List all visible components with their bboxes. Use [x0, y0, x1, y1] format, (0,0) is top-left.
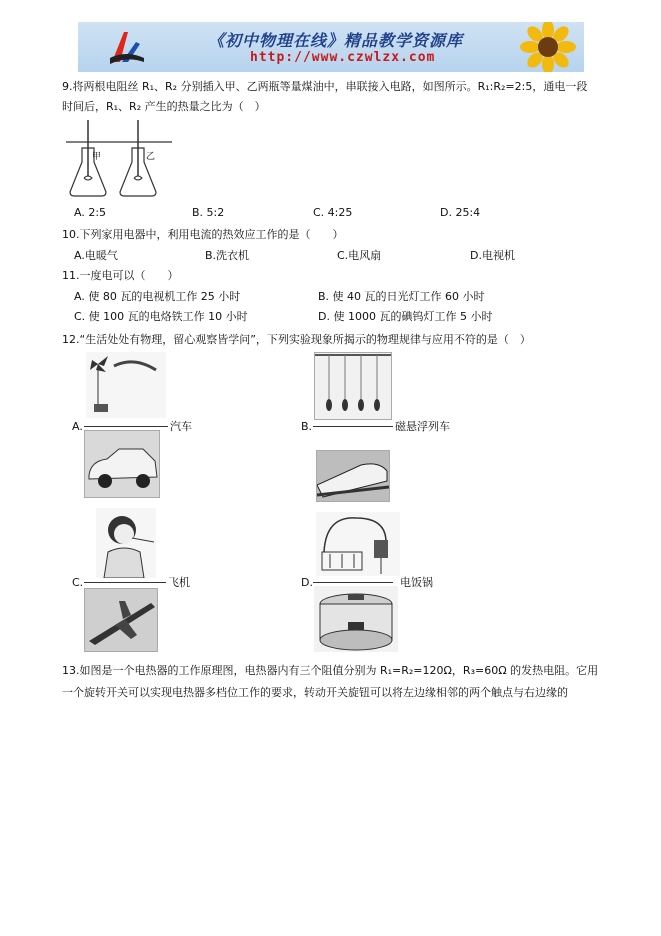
q9-option-c[interactable]: C. 4:25	[313, 206, 353, 219]
banner-title: 《初中物理在线》精品教学资源库	[208, 31, 464, 50]
q11-option-a[interactable]: A. 使 80 瓦的电视机工作 25 小时	[74, 290, 241, 303]
q11-option-b[interactable]: B. 使 40 瓦的日光灯工作 60 小时	[318, 290, 485, 303]
q12-c-connector	[84, 582, 166, 583]
q11-option-d[interactable]: D. 使 1000 瓦的碘钨灯工作 5 小时	[318, 310, 493, 323]
header-banner	[78, 22, 584, 72]
q9-option-a[interactable]: A. 2:5	[74, 206, 107, 219]
q10-option-c[interactable]: C.电风扇	[337, 249, 382, 262]
q12-d-rice-cooker-image	[314, 586, 398, 652]
q13-stem-line2: 一个旋转开关可以实现电热器多档位工作的要求，转动开关旋钮可以将左边缘相邻的两个触点与右边缘的	[62, 686, 568, 699]
q12-c-experiment-image	[96, 508, 156, 578]
q9-stem-line1: 9.将两根电阻丝 R₁、R₂ 分别插入甲、乙两瓶等量煤油中，串联接入电路，如图所示。R₁:R₂=2:5，通电一段	[62, 80, 588, 93]
q12-stem: 12.“生活处处有物理，留心观察皆学问”，下列实验现象所揭示的物理规律与应用不符的是（ ）	[62, 333, 531, 346]
q9-flask-right-label: 乙	[146, 152, 156, 162]
q12-a-letter[interactable]: A.	[72, 420, 83, 433]
q9-flask-left-label: 甲	[92, 152, 102, 162]
q12-c-airplane-image	[84, 588, 158, 652]
logo-icon	[106, 28, 146, 66]
q12-a-connector	[84, 426, 168, 427]
q12-d-letter[interactable]: D.	[301, 576, 313, 589]
q12-a-experiment-image	[86, 352, 166, 418]
banner-url[interactable]: http://www.czwlzx.com	[250, 50, 436, 65]
q12-d-label: 电饭锅	[400, 576, 433, 589]
q12-c-letter[interactable]: C.	[72, 576, 84, 589]
q12-b-maglev-image	[316, 450, 390, 502]
q12-b-connector	[313, 426, 393, 427]
q9-option-b[interactable]: B. 5:2	[192, 206, 225, 219]
q10-stem: 10.下列家用电器中，利用电流的热效应工作的是（ ）	[62, 228, 344, 241]
q12-a-label: 汽车	[170, 420, 192, 433]
q9-stem-line2: 时间后，R₁、R₂ 产生的热量之比为（ ）	[62, 100, 266, 113]
q9-flask-figure	[64, 118, 174, 200]
q9-option-d[interactable]: D. 25:4	[440, 206, 481, 219]
q11-stem: 11.一度电可以（ ）	[62, 269, 179, 282]
q12-c-label: 飞机	[168, 576, 190, 589]
q12-b-label: 磁悬浮列车	[395, 420, 450, 433]
q10-option-a[interactable]: A.电暖气	[74, 249, 118, 262]
sunflower-icon	[508, 22, 584, 72]
q12-d-experiment-image	[316, 512, 400, 576]
q11-option-c[interactable]: C. 使 100 瓦的电烙铁工作 10 小时	[74, 310, 248, 323]
q12-b-experiment-image	[314, 352, 392, 420]
q12-a-car-image	[84, 430, 160, 498]
q12-b-letter[interactable]: B.	[301, 420, 313, 433]
q10-option-d[interactable]: D.电视机	[470, 249, 515, 262]
q12-d-connector	[313, 582, 393, 583]
q13-stem-line1: 13.如图是一个电热器的工作原理图，电热器内有三个阻值分别为 R₁=R₂=120Ω，R₃=60Ω 的发热电阻。它用	[62, 664, 599, 677]
q10-option-b[interactable]: B.洗衣机	[205, 249, 250, 262]
